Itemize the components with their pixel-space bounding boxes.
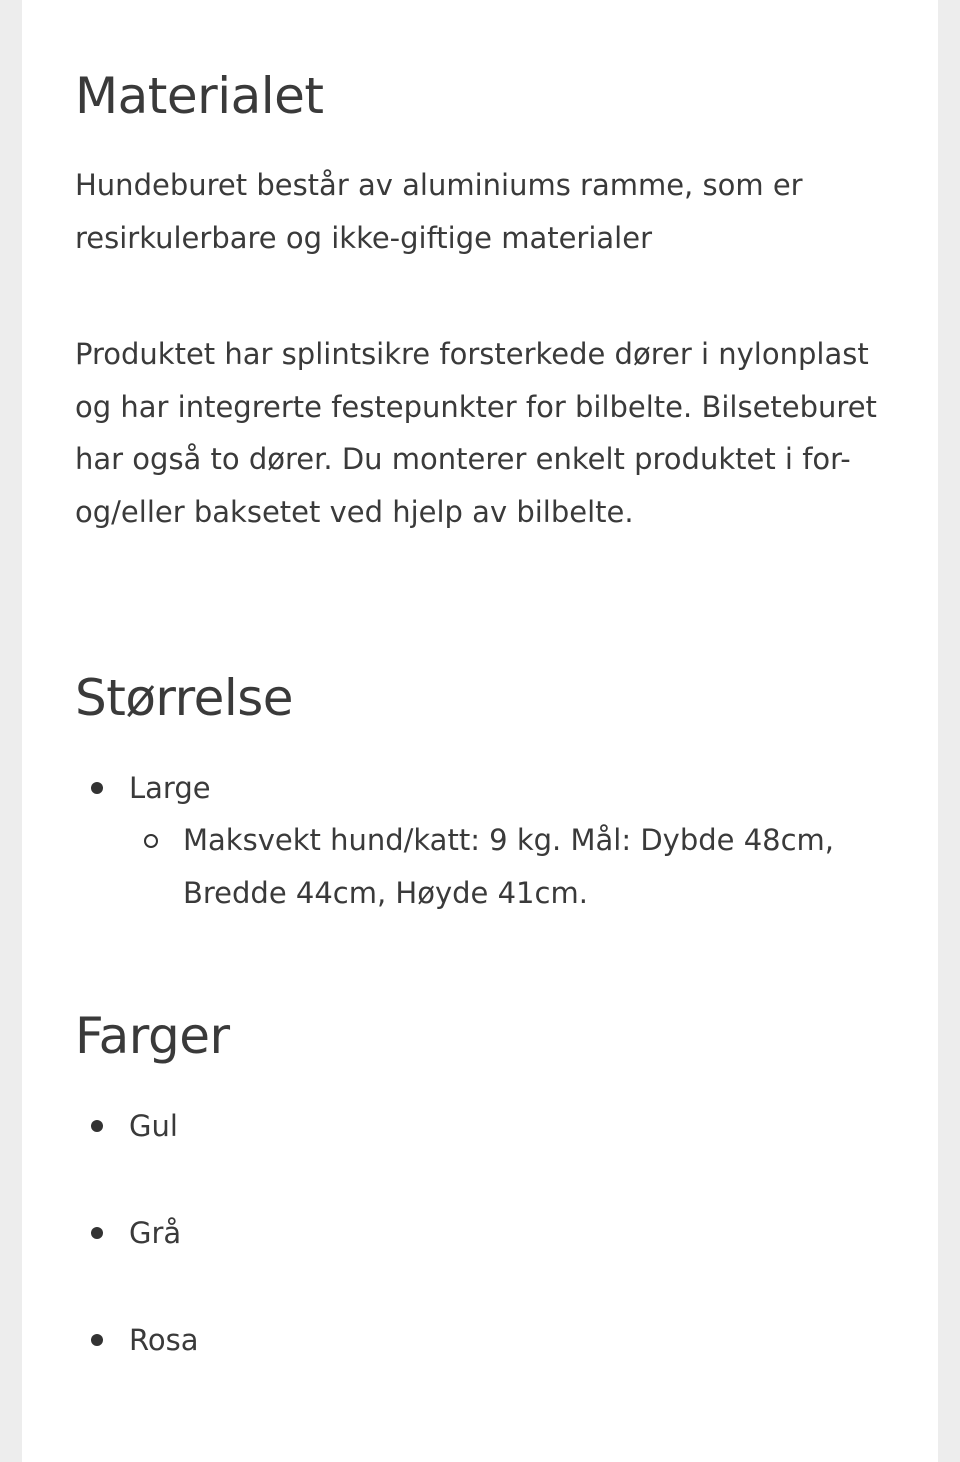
color-label: Rosa <box>129 1323 199 1357</box>
heading-farger: Farger <box>75 1007 230 1065</box>
content-card <box>22 0 938 1462</box>
list-item-size-detail <box>75 814 905 924</box>
bullet-dot-icon <box>91 1227 103 1239</box>
color-label: Grå <box>129 1216 182 1250</box>
bullet-circle-icon <box>144 834 158 848</box>
list-item-color <box>75 1314 905 1374</box>
list-item-size <box>75 762 905 822</box>
size-detail-label: Maksvekt hund/katt: 9 kg. Mål: Dybde 48cm, Bredde 44cm, Høyde 41cm. <box>183 823 835 910</box>
list-item-color <box>75 1100 905 1160</box>
bullet-dot-icon <box>91 782 103 794</box>
list-item-color <box>75 1207 905 1267</box>
paragraph-product-description: Produktet har splintsikre forsterkede dører i nylonplast og har integrerte festepunkter for bilbelte. Bilseteburet har også to dører. Du monterer enkelt produktet i for- og/eller baksetet ved hjelp av bilbelte. <box>75 337 877 529</box>
color-label: Gul <box>129 1109 178 1143</box>
paragraph-material-description: Hundeburet består av aluminiums ramme, som er resirkulerbare og ikke-giftige materialer <box>75 168 803 255</box>
size-label: Large <box>129 771 211 805</box>
bullet-dot-icon <box>91 1334 103 1346</box>
bullet-dot-icon <box>91 1120 103 1132</box>
heading-materialet: Materialet <box>75 67 324 125</box>
heading-storrelse: Størrelse <box>75 669 294 727</box>
